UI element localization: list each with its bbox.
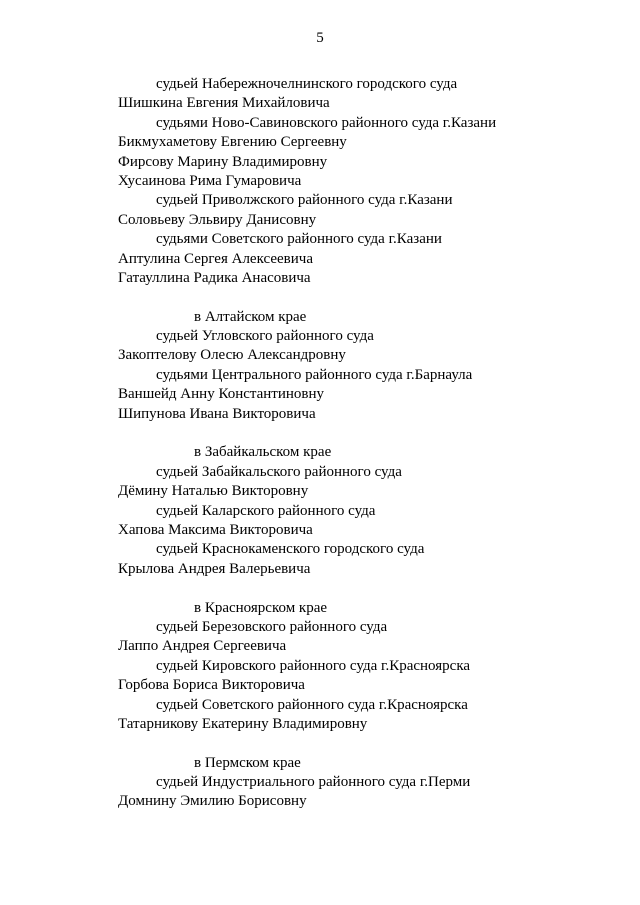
judge-name-line: Фирсову Марину Владимировну xyxy=(118,153,328,170)
court-line: судьей Советского районного суда г.Красноярска xyxy=(156,696,468,713)
region-heading: в Забайкальском крае xyxy=(194,444,332,461)
court-line: судьями Ново-Савиновского районного суда г.Казани xyxy=(156,114,497,131)
court-line: судьей Кировского районного суда г.Красноярска xyxy=(156,657,471,674)
judge-name-line: Шишкина Евгения Михайловича xyxy=(118,95,330,112)
court-line: судьями Центрального районного суда г.Барнаула xyxy=(156,366,473,383)
judge-name-line: Крылова Андрея Валерьевича xyxy=(118,560,311,577)
judge-name-line: Татарникову Екатерину Владимировну xyxy=(118,715,368,732)
judge-name-line: Шипунова Ивана Викторовича xyxy=(118,405,316,422)
court-line: судьей Набережночелнинского городского суда xyxy=(156,76,458,92)
judge-name-line: Закоптелову Олесю Александровну xyxy=(118,347,346,364)
court-line: судьей Приволжского районного суда г.Казани xyxy=(156,192,453,209)
section-spacer xyxy=(118,288,618,307)
section-spacer xyxy=(118,579,618,598)
court-line: судьей Индустриального районного суда г.Перми xyxy=(156,774,471,791)
judge-name-line: Горбова Бориса Викторовича xyxy=(118,677,305,694)
judge-name-line: Гатауллина Радика Анасовича xyxy=(118,269,311,286)
court-line: судьей Забайкальского районного суда xyxy=(156,463,402,480)
judge-name-line: Домнину Эмилию Борисовну xyxy=(118,793,307,810)
region-heading: в Алтайском крае xyxy=(194,308,307,325)
judge-name-line: Соловьеву Эльвиру Данисовну xyxy=(118,211,317,228)
page-number: 5 xyxy=(316,30,324,46)
section-spacer xyxy=(118,424,618,443)
appointments-list xyxy=(118,75,618,812)
court-line: судьей Угловского районного суда xyxy=(156,328,374,345)
region-heading: в Красноярском крае xyxy=(194,599,328,616)
judge-name-line: Аптулина Сергея Алексеевича xyxy=(118,250,313,267)
court-line: судьями Советского районного суда г.Казани xyxy=(156,231,442,248)
court-line: судьей Краснокаменского городского суда xyxy=(156,541,425,558)
court-line: судьей Березовского районного суда xyxy=(156,618,388,635)
judge-name-line: Хапова Максима Викторовича xyxy=(118,521,313,538)
judge-name-line: Бикмухаметову Евгению Сергеевну xyxy=(118,134,347,151)
judge-name-line: Ваншейд Анну Константиновну xyxy=(118,386,325,403)
region-heading: в Пермском крае xyxy=(194,754,301,771)
court-line: судьей Каларского районного суда xyxy=(156,502,376,519)
judge-name-line: Лаппо Андрея Сергеевича xyxy=(118,638,287,655)
judge-name-line: Хусаинова Рима Гумаровича xyxy=(118,172,302,189)
section-spacer xyxy=(118,734,618,753)
judge-name-line: Дёмину Наталью Викторовну xyxy=(118,483,309,500)
